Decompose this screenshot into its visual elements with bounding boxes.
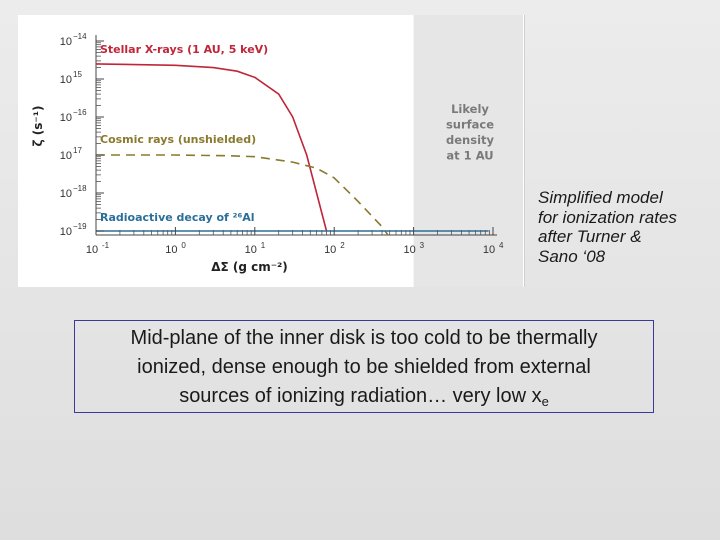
callout-subscript: e	[541, 394, 549, 409]
x-tick-label: 10	[244, 244, 257, 256]
y-tick-label: 10	[59, 150, 72, 162]
y-tick-exponent: −18	[73, 184, 87, 193]
y-tick-exponent: −14	[73, 32, 87, 41]
callout-line: ionized, dense enough to be shielded from external	[137, 356, 591, 378]
ionization-rate-chart	[18, 15, 524, 287]
y-tick-label: 10	[59, 112, 72, 124]
x-tick-exponent: -1	[102, 241, 110, 250]
series-line	[96, 64, 327, 231]
caption-line: Simplified model	[538, 188, 663, 207]
x-tick-label: 10	[85, 244, 99, 256]
series-label: Radioactive decay of ²⁶Al	[100, 211, 255, 224]
caption-line: for ionization rates	[538, 207, 677, 227]
shaded-region-label: at 1 AU	[446, 148, 494, 163]
x-tick-label: 10	[482, 244, 496, 256]
y-tick-exponent: 17	[73, 146, 82, 155]
caption-line: Sano ‘08	[538, 246, 606, 266]
x-tick-label: 10	[165, 244, 178, 256]
shaded-region-label: Likely	[451, 102, 489, 116]
shaded-region-label: surface	[445, 117, 495, 132]
callout-box	[74, 320, 654, 413]
y-tick-label: 10	[59, 36, 72, 48]
x-tick-exponent: 3	[419, 241, 425, 250]
caption-line: after Turner &	[538, 227, 642, 247]
chart-panel	[18, 15, 525, 287]
x-tick-label: 10	[324, 244, 337, 256]
y-tick-label: 10	[59, 188, 72, 200]
x-axis-label: ΔΣ (g cm⁻²)	[211, 260, 288, 274]
shaded-region-label: density	[446, 133, 494, 147]
chart-caption	[538, 188, 713, 266]
y-tick-exponent: −16	[73, 108, 87, 117]
callout-line	[75, 382, 653, 416]
y-tick-exponent: 15	[73, 70, 82, 79]
series-label: Stellar X-rays (1 AU, 5 keV)	[100, 42, 269, 56]
x-tick-exponent: 2	[340, 241, 345, 250]
y-tick-label: 10	[59, 226, 72, 238]
x-tick-label: 10	[403, 244, 416, 256]
x-tick-exponent: 0	[181, 241, 186, 250]
y-tick-exponent: −19	[73, 222, 87, 231]
y-axis-label: ζ (s⁻¹)	[31, 105, 45, 147]
callout-text: sources of ionizing radiation… very low x	[179, 385, 542, 407]
x-tick-exponent: 1	[260, 241, 266, 250]
series-label: Cosmic rays (unshielded)	[100, 133, 257, 146]
y-tick-label: 10	[59, 74, 72, 86]
x-tick-exponent: 4	[499, 241, 504, 250]
callout-line: Mid-plane of the inner disk is too cold to be thermally	[130, 327, 598, 349]
